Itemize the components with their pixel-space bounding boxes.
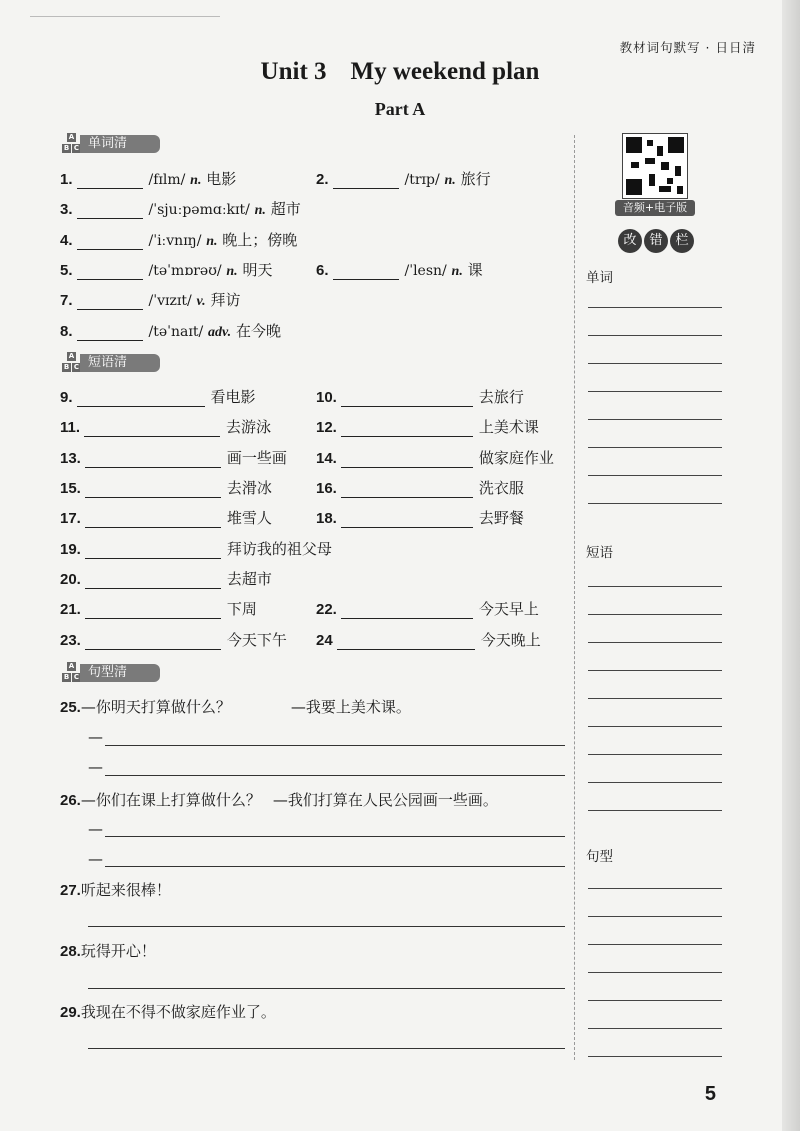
phrase-item-13: 13. 画一些画 — [60, 449, 287, 467]
correction-line[interactable] — [588, 614, 722, 615]
answer-blank[interactable] — [341, 513, 473, 528]
answer-line[interactable] — [88, 1048, 565, 1049]
answer-blank[interactable] — [341, 392, 473, 407]
answer-blank[interactable] — [77, 392, 205, 407]
word-item-3: 3. /ˈsjuːpəmɑːkɪt/ n. 超市 — [60, 200, 301, 218]
word-item-6: 6. /ˈlesn/ n. 课 — [316, 261, 483, 279]
sentence-item-27: 27.听起来很棒！ — [60, 881, 171, 899]
column-divider — [574, 135, 575, 1060]
answer-blank[interactable] — [77, 295, 143, 310]
correction-line[interactable] — [588, 586, 722, 587]
answer-blank[interactable] — [341, 422, 473, 437]
phrase-item-12: 12. 上美术课 — [316, 418, 539, 436]
correction-line[interactable] — [588, 335, 722, 336]
worksheet-page: 教材词句默写 · 日日清 Unit 3 My weekend plan Part A A B C 单词清 1. /fɪlm/ n. 电影 2. /trɪp/ n. 旅行 3. /ˈsjuːpəmɑːkɪt/ n. 超市 4. /ˈiːvnɪŋ/ n. 晚上；傍晚 5. /təˈmɒrəʊ/ n. 明天 6. /ˈlesn/ n. 课 7. /ˈvɪzɪt/ v. 拜访 8. /təˈnaɪt/ adv. 在今晚 A B C 短语清 9. 看电影 10. 去旅行 11. 去游泳 12. 上美术课 13. 画一些画 14. 做家庭作业 15. 去滑冰 16. 洗衣服 17. 堆雪人 18. 去野餐 19. 拜访我的祖父母 20. 去超市 21. 下周 22. 今天早上 23. 今天下午 24 今天晚上 A B C 句型清 25.—你明天打算做什么？ —我要上美术课。 — — 26.—你们在课上打算做什么？ —我们打算在人民公园画一些画。 — — 27.听起来很棒！ 28.玩得开心！ 29.我现在不得不做家庭作业了。 音频+电子版 改 错 栏 单词 短语 句型 5 — [0, 0, 800, 1131]
answer-blank[interactable] — [85, 483, 221, 498]
answer-blank[interactable] — [341, 604, 473, 619]
sidebar-label-sentences: 句型 — [586, 849, 613, 865]
correction-line[interactable] — [588, 810, 722, 811]
answer-blank[interactable] — [341, 483, 473, 498]
correction-line[interactable] — [588, 944, 722, 945]
page-number: 5 — [704, 1083, 716, 1105]
phrase-item-24: 24 今天晚上 — [316, 631, 541, 649]
answer-blank[interactable] — [337, 635, 475, 650]
correction-line[interactable] — [588, 363, 722, 364]
phrase-item-15: 15. 去滑冰 — [60, 479, 272, 497]
answer-blank[interactable] — [77, 265, 143, 280]
correction-line[interactable] — [588, 1000, 722, 1001]
phrase-item-21: 21. 下周 — [60, 600, 257, 618]
correction-line[interactable] — [588, 503, 722, 504]
correction-line[interactable] — [588, 782, 722, 783]
answer-dash: — — [88, 728, 103, 746]
part-subtitle: Part A — [374, 99, 426, 119]
correction-line[interactable] — [588, 888, 722, 889]
phrase-item-17: 17. 堆雪人 — [60, 509, 272, 527]
answer-blank[interactable] — [77, 235, 143, 250]
answer-line[interactable] — [105, 866, 565, 867]
phrase-item-20: 20. 去超市 — [60, 570, 272, 588]
correction-line[interactable] — [588, 972, 722, 973]
correction-line[interactable] — [588, 916, 722, 917]
sentence-item-25: 25.—你明天打算做什么？ —我要上美术课。 — [60, 698, 411, 716]
phrase-item-19: 19. 拜访我的祖父母 — [60, 540, 332, 558]
answer-dash: — — [88, 758, 103, 776]
correction-line[interactable] — [588, 475, 722, 476]
sidebar-label-words: 单词 — [586, 270, 613, 286]
phrase-item-9: 9. 看电影 — [60, 388, 256, 406]
answer-blank[interactable] — [77, 204, 143, 219]
phrase-item-18: 18. 去野餐 — [316, 509, 524, 527]
word-item-8: 8. /təˈnaɪt/ adv. 在今晚 — [60, 322, 281, 340]
page-title — [0, 58, 800, 86]
qr-code-icon[interactable] — [622, 133, 688, 199]
correction-line[interactable] — [588, 726, 722, 727]
correction-line[interactable] — [588, 698, 722, 699]
correction-line[interactable] — [588, 642, 722, 643]
abc-icon: A B C — [63, 133, 80, 152]
answer-blank[interactable] — [84, 422, 220, 437]
correction-line[interactable] — [588, 447, 722, 448]
qr-caption: 音频+电子版 — [615, 200, 695, 216]
correction-column-title: 改 错 栏 — [618, 229, 696, 253]
abc-icon: A B C — [63, 662, 80, 681]
answer-blank[interactable] — [333, 174, 399, 189]
series-header: 教材词句默写 · 日日清 — [619, 40, 756, 55]
sentence-item-26: 26.—你们在课上打算做什么？ —我们打算在人民公园画一些画。 — [60, 791, 498, 809]
answer-blank[interactable] — [85, 604, 221, 619]
correction-line[interactable] — [588, 307, 722, 308]
header-rule — [30, 16, 220, 17]
answer-line[interactable] — [105, 836, 565, 837]
page-edge-shadow — [782, 0, 800, 1131]
correction-line[interactable] — [588, 754, 722, 755]
answer-line[interactable] — [105, 775, 565, 776]
word-item-1: 1. /fɪlm/ n. 电影 — [60, 170, 237, 188]
word-item-7: 7. /ˈvɪzɪt/ v. 拜访 — [60, 291, 241, 309]
answer-line[interactable] — [105, 745, 565, 746]
sidebar-label-phrases: 短语 — [586, 545, 613, 561]
answer-dash: — — [88, 850, 103, 868]
answer-dash: — — [88, 820, 103, 838]
phrase-item-11: 11. 去游泳 — [60, 418, 272, 436]
correction-line[interactable] — [588, 1028, 722, 1029]
phrase-item-10: 10. 去旅行 — [316, 388, 524, 406]
correction-line[interactable] — [588, 391, 722, 392]
answer-blank[interactable] — [85, 635, 221, 650]
correction-line[interactable] — [588, 1056, 722, 1057]
answer-blank[interactable] — [77, 174, 143, 189]
answer-blank[interactable] — [333, 265, 399, 280]
abc-icon: A B C — [63, 352, 80, 371]
unit-name: My weekend plan — [350, 58, 540, 85]
correction-line[interactable] — [588, 670, 722, 671]
answer-blank[interactable] — [85, 574, 221, 589]
answer-blank[interactable] — [341, 453, 473, 468]
answer-blank[interactable] — [85, 453, 221, 468]
phrase-item-22: 22. 今天早上 — [316, 600, 539, 618]
phrase-item-23: 23. 今天下午 — [60, 631, 287, 649]
answer-line[interactable] — [88, 988, 565, 989]
correction-line[interactable] — [588, 419, 722, 420]
answer-line[interactable] — [88, 926, 565, 927]
answer-blank[interactable] — [85, 513, 221, 528]
word-item-4: 4. /ˈiːvnɪŋ/ n. 晚上；傍晚 — [60, 231, 298, 249]
word-item-5: 5. /təˈmɒrəʊ/ n. 明天 — [60, 261, 273, 279]
answer-blank[interactable] — [85, 544, 221, 559]
sentence-item-28: 28.玩得开心！ — [60, 942, 156, 960]
phrase-item-14: 14. 做家庭作业 — [316, 449, 554, 467]
sentence-item-29: 29.我现在不得不做家庭作业了。 — [60, 1003, 276, 1021]
unit-number: Unit 3 — [260, 58, 327, 85]
word-item-2: 2. /trɪp/ n. 旅行 — [316, 170, 491, 188]
phrase-item-16: 16. 洗衣服 — [316, 479, 524, 497]
answer-blank[interactable] — [77, 326, 143, 341]
